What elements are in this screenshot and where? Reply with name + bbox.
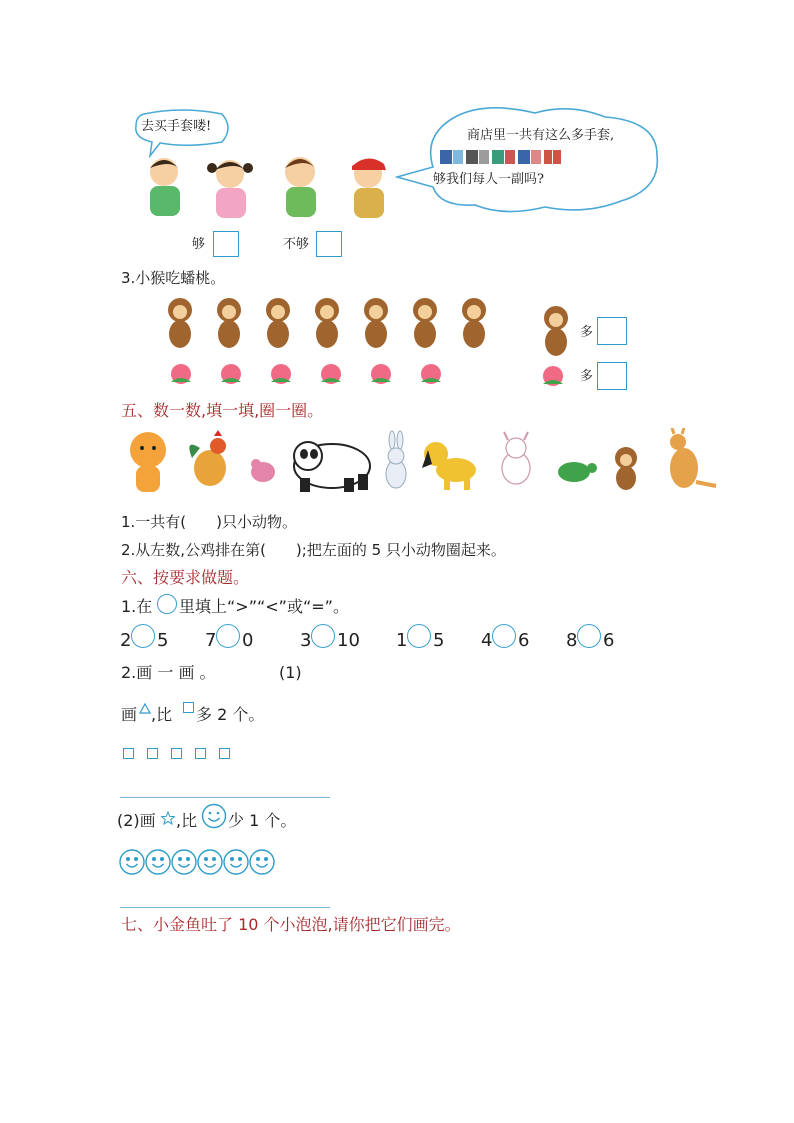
more-label-2: 多 [580,369,594,384]
section-5-title: 五、数一数,填一填,圈一圈。 [121,401,324,420]
not-enough-answer-box[interactable] [316,231,342,257]
comparison-answer-circle[interactable] [131,624,155,648]
draw1-suffix: 多 2 个。 [196,705,265,724]
square-icon [183,702,194,713]
section-6-q1-prefix: 1.在 [121,597,153,616]
gloves-icon [438,147,562,167]
panda-icon [294,442,370,492]
circle-symbol-icon [157,594,177,614]
q3-title: 3.小猴吃蟠桃。 [121,269,226,287]
comparison-right: 0 [242,630,254,651]
speech-right-line1: 商店里一共有这么多手套, [467,128,615,143]
comparison-left: 2 [120,630,132,651]
monkeys-row [160,294,510,354]
comparison-right: 10 [337,630,360,651]
enough-label: 够 [192,237,206,252]
smiley-icon [224,850,248,874]
comparison-left: 1 [396,630,408,651]
peach-sample [540,364,568,392]
enough-answer-box[interactable] [213,231,239,257]
draw1-middle: ,比 [151,705,173,724]
draw1-prefix: 画 [121,705,138,724]
kids-icon [140,150,400,222]
smiley-icon [250,850,274,874]
square-icon [147,748,158,759]
comparison-answer-circle[interactable] [407,624,431,648]
animals-icon [118,428,718,496]
peach-icon [540,364,568,388]
section-6-title: 六、按要求做题。 [121,568,250,587]
section-6-q1-suffix: 里填上“>”“<”或“=”。 [179,597,349,616]
smiley-row [119,848,283,880]
kids-illustration [140,150,400,226]
comparison-right: 6 [603,630,615,651]
answer-line-2[interactable] [120,907,330,908]
section-5-q1: 1.一共有( )只小动物。 [121,513,298,531]
square-icon [123,748,134,759]
draw2-suffix: 少 1 个。 [228,811,297,830]
monkey-sample [536,302,576,362]
smiley-icon [198,850,222,874]
square-icon [219,748,230,759]
turtle-icon [558,462,597,482]
comparison-right: 6 [518,630,530,651]
square-icon [195,748,206,759]
animals-row [118,428,718,500]
dog-icon [422,442,476,490]
comparison-answer-circle[interactable] [492,624,516,648]
comparison-left: 7 [205,630,217,651]
bird-icon [251,459,275,482]
peaches-icon [168,362,448,386]
tiger-icon [130,432,166,492]
comparison-answer-circle[interactable] [216,624,240,648]
smiley-icon [201,803,227,833]
section-6-q2-number: (1) [279,663,302,682]
comparison-right: 5 [157,630,169,651]
section-5-q2: 2.从左数,公鸡排在第( );把左面的 5 只小动物圈起来。 [121,541,506,559]
section-6-q2: 2.画 一 画 。 [121,663,216,682]
more-label-1: 多 [580,325,594,340]
smiley-icon [172,850,196,874]
monkey-icon [536,302,576,358]
triangle-icon [139,700,151,719]
comparison-left: 4 [481,630,493,651]
monkey-answer-box[interactable] [597,317,627,345]
rooster-icon [189,430,226,486]
comparison-answer-circle[interactable] [311,624,335,648]
draw2-prefix: (2)画 [117,811,156,830]
kangaroo-icon [670,428,716,488]
square-icon [171,748,182,759]
star-icon [161,810,175,829]
comparison-left: 8 [566,630,578,651]
comparison-left: 3 [300,630,312,651]
smiley-icon [146,850,170,874]
rabbit-icon [386,431,406,488]
monkeys-icon [160,294,510,350]
draw2-middle: ,比 [176,811,198,830]
peaches-row [168,362,448,390]
goat-icon [502,432,530,484]
comparison-answer-circle[interactable] [577,624,601,648]
monkey-icon [615,447,637,490]
gloves-illustration [438,147,562,171]
smiley-icon [120,850,144,874]
not-enough-label: 不够 [283,237,310,252]
section-7-title: 七、小金鱼吐了 10 个小泡泡,请你把它们画完。 [121,915,461,934]
answer-line-1[interactable] [120,797,330,798]
comparison-right: 5 [433,630,445,651]
speech-left-text: 去买手套喽! [141,119,212,134]
peach-answer-box[interactable] [597,362,627,390]
speech-right-line2: 够我们每人一副吗? [433,172,544,187]
